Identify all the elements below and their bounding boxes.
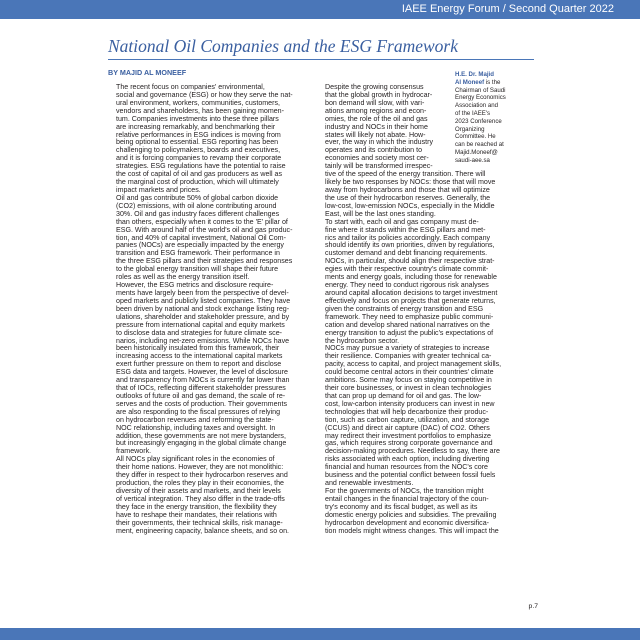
text-line: try's economy and its fiscal budget, as well as its: [325, 502, 478, 511]
text-line: entail changes in the financial trajectory of the coun-: [325, 494, 489, 503]
text-line: fine where it stands within the ESG pillars and met-: [325, 225, 486, 234]
author-bio-text: Organizing: [455, 125, 485, 133]
text-line: to the global energy transition will shape their future: [116, 265, 279, 274]
text-line: narios, including net-zero emissions. While NOCs have: [116, 336, 290, 345]
text-line: tive of the speed of the energy transition. There will: [325, 170, 486, 179]
text-line: relative performances in ESG indices is moving from: [116, 130, 281, 139]
text-line: East, will be the last ones standing.: [325, 209, 436, 218]
text-line: that the global growth in hydrocar-: [325, 90, 433, 99]
text-line: NOCs, in particular, should align their respective strat-: [325, 257, 495, 266]
text-line: panies (NOCs) are especially impacted by the energy: [116, 241, 284, 250]
text-line: roles as well as the energy transition itself.: [116, 273, 250, 282]
text-line: than others, especially when it comes to the 'E' pillar of: [116, 217, 288, 226]
publication-header: IAEE Energy Forum / Second Quarter 2022: [401, 3, 614, 15]
text-line: (CCUS) and direct air capture (DAC) of CO2. Others: [325, 423, 490, 432]
text-line: ulations, shareholder and stakeholder pressure, and by: [116, 312, 290, 321]
text-line: increasing access to the international capital markets: [116, 352, 283, 361]
text-line: the hydrocarbon sector.: [325, 336, 400, 345]
text-line: rics and tailor its policies accordingly. Each company: [325, 233, 491, 242]
text-line: ments have largely been from the perspective of devel-: [116, 288, 289, 297]
text-line: and renewable investments.: [325, 479, 414, 488]
author-bio-text: can be reached at: [455, 141, 504, 149]
text-line: gas, which requires strong corporate governance and: [325, 439, 493, 448]
text-line: domestic energy policies and subsidies. The prevailing: [325, 510, 497, 519]
text-line: hydrocarbon development and economic diversifica-: [325, 518, 490, 527]
author-name: H.E. Dr. Majid: [455, 71, 494, 78]
text-line: should identify its own priorities, driven by regulations,: [325, 241, 495, 250]
text-line: framework. They need to emphasize public communi-: [325, 312, 494, 321]
text-line: are also responding to the fiscal pressures of relying: [116, 407, 281, 416]
text-line: ESG. With around half of the world's oil and gas produc-: [116, 225, 293, 234]
author-name: Al Moneef: [455, 78, 485, 86]
text-line: given the constraints of energy transition and ESG: [325, 304, 484, 313]
text-line: oped markets and publicly listed companies. They have: [116, 296, 291, 305]
body-column-1: [108, 84, 309, 536]
text-line: their home nations. However, they are not monolithic:: [116, 463, 284, 472]
text-line: technologies that will help decarbonize their produc-: [325, 407, 489, 416]
author-bio-text: is the: [485, 78, 501, 86]
text-line: vendors and shareholders, has been gaining momen-: [116, 106, 284, 115]
text-line: addition, these governments are not mere bystanders,: [116, 431, 286, 440]
author-bio-sidebar: [455, 71, 537, 165]
paragraph: [317, 488, 530, 536]
text-line: impact markets and prices.: [116, 185, 201, 194]
paragraph: [108, 282, 309, 456]
text-line: around capital allocation decisions to target investment: [325, 288, 498, 297]
text-line: framework.: [116, 447, 152, 456]
page-number: p.7: [528, 603, 538, 610]
author-bio-text: of the IAEE's: [455, 109, 491, 117]
text-line: of vertical integration. They also differ in the trade-offs: [116, 494, 285, 503]
text-line: been driven by national and stock exchange listing reg-: [116, 304, 290, 313]
author-email: saudi-aee.sa: [455, 156, 490, 164]
text-line: omies, the role of the oil and gas: [325, 114, 428, 123]
text-line: decision-making procedures. Needless to say, there are: [325, 447, 500, 456]
text-line: However, the ESG metrics and disclosure require-: [116, 281, 274, 290]
text-line: ment, engineering capacity, balance sheets, and so on.: [116, 526, 289, 535]
text-line: risks associated with each option, including diverting: [325, 455, 490, 464]
text-line: ambitions. Some may focus on staying competitive in: [325, 376, 492, 385]
text-line: NOCs may pursue a variety of strategies to increase: [325, 344, 490, 353]
text-line: being optional to essential. ESG reporting has been: [116, 138, 279, 147]
author-bio-text: Association and: [455, 102, 499, 110]
text-line: energy. They need to conduct rigorous risk analyses: [325, 281, 489, 290]
text-line: that of IOCs, reflecting different stakeholder pressures: [116, 384, 286, 393]
text-line: egies with their respective country's climate commit-: [325, 265, 489, 274]
text-line: (CO2) emissions, with oil alone contributing around: [116, 201, 277, 210]
paragraph: [317, 219, 530, 346]
text-line: challenging to policymakers, boards and executives,: [116, 146, 281, 155]
text-line: financial and human resources from the NOC's core: [325, 463, 489, 472]
text-line: that can prop up demand for oil and gas. The low-: [325, 391, 482, 400]
text-line: the marginal cost of production, which will ultimately: [116, 178, 279, 187]
paragraph: [108, 456, 309, 535]
footer-band: [0, 628, 640, 640]
text-line: For the governments of NOCs, the transition might: [325, 487, 484, 496]
text-line: ations among regions and econ-: [325, 106, 427, 115]
author-bio-text: Energy Economics: [455, 94, 506, 102]
text-line: All NOCs play significant roles in the economies of: [116, 455, 275, 464]
text-line: industry and NOCs in their home: [325, 122, 428, 131]
text-line: their resilience. Companies with greater technical ca-: [325, 352, 492, 361]
text-line: are increasing remarkably, and benchmarking their: [116, 122, 276, 131]
text-line: been historically insulated from this framework, their: [116, 344, 280, 353]
paragraph: [317, 345, 530, 488]
text-line: energy transition to adjust the public's expectations of: [325, 328, 494, 337]
text-line: business and the potential conflict between fossil fuels: [325, 471, 496, 480]
text-line: pacity, access to capital, and project management skills,: [325, 360, 502, 369]
text-line: on hydrocarbon revenues and reforming the state-: [116, 415, 274, 424]
text-line: to disclose data and strategies for future climate sce-: [116, 328, 282, 337]
text-line: away from hydrocarbons and those that will optimize: [325, 185, 490, 194]
text-line: economies and society most cer-: [325, 154, 429, 163]
text-line: they face in the energy transition, the flexibility they: [116, 502, 277, 511]
text-line: ments and energy goals, including those for renewable: [325, 273, 497, 282]
text-line: NOC relationship, including taxes and oversight. In: [116, 423, 276, 432]
title-divider: [108, 59, 534, 60]
text-line: the use of their hydrocarbon reserves. Generally, the: [325, 193, 491, 202]
text-line: likely be two responses by NOCs: those that will move: [325, 178, 496, 187]
text-line: low-cost, low-emission NOCs, especially in the Middle: [325, 201, 495, 210]
text-line: could become central actors in their countries' climate: [325, 368, 494, 377]
text-line: bon demand will slow, with vari-: [325, 98, 425, 107]
author-email: Majid.Moneef@: [455, 148, 498, 156]
text-line: tainly will be transformed irrespec-: [325, 162, 433, 171]
text-line: serves and the costs of production. Their governments: [116, 399, 287, 408]
text-line: they differ in respect to their hydrocarbon reserves and: [116, 471, 288, 480]
text-line: pressure from international capital and equity markets: [116, 320, 285, 329]
text-line: ever, the way in which the industry: [325, 138, 434, 147]
text-line: 30%. Oil and gas industry faces different challenges: [116, 209, 280, 218]
paragraph: [108, 195, 309, 282]
text-line: tion, such as carbon capture, utilization, and storage: [325, 415, 490, 424]
text-line: transition and ESG framework. Their performance in: [116, 249, 280, 258]
text-line: cost, low-carbon intensity producers can invest in new: [325, 399, 495, 408]
text-line: the three ESG pillars and their strategies and responses: [116, 257, 293, 266]
text-line: exert further pressure on them to report and disclose: [116, 360, 282, 369]
text-line: tion models might witness changes. This will impact the: [325, 526, 499, 535]
text-line: strategies. ESG regulations have the potential to raise: [116, 162, 286, 171]
author-bio-text: Committee. He: [455, 133, 496, 141]
text-line: effectively and focus on projects that generate returns,: [325, 296, 496, 305]
author-bio-text: Chairman of Saudi: [455, 86, 506, 94]
text-line: operates and its contribution to: [325, 146, 423, 155]
text-line: The recent focus on companies' environmental,: [116, 83, 265, 91]
text-line: their core businesses, or invest in clean technologies: [325, 384, 492, 393]
text-line: Oil and gas contribute 50% of global carbon dioxide: [116, 193, 279, 202]
text-line: To start with, each oil and gas company must de-: [325, 217, 479, 226]
text-line: the cost of capital of oil and gas producers as well as: [116, 170, 283, 179]
byline: BY MAJID AL MONEEF: [108, 68, 187, 77]
text-line: Despite the growing consensus: [325, 83, 424, 91]
text-line: ESG data and targets. However, the level of disclosure: [116, 368, 288, 377]
text-line: tum. Companies investments into these three pillars: [116, 114, 279, 123]
article-title: National Oil Companies and the ESG Framework: [108, 36, 458, 56]
text-line: have to reshape their mandates, their relations with: [116, 510, 277, 519]
text-line: their governments, their technical skills, risk manage-: [116, 518, 283, 527]
text-line: production, the roles they play in their economies, the: [116, 479, 284, 488]
text-line: social and governance (ESG) or how they serve the nat-: [116, 90, 293, 99]
text-line: but increasingly engaging in the global climate change: [116, 439, 287, 448]
paragraph: [108, 84, 309, 195]
text-line: outlooks of future oil and gas demand, the scale of re-: [116, 391, 286, 400]
text-line: customer demand and debt financing requirements.: [325, 249, 488, 258]
text-line: and it is forcing companies to revamp their corporate: [116, 154, 282, 163]
author-bio-text: 2023 Conference: [455, 117, 502, 125]
text-line: may redirect their investment portfolios to emphasize: [325, 431, 491, 440]
text-line: ural environment, workers, communities, customers,: [116, 98, 280, 107]
text-line: states will likely not abate. How-: [325, 130, 426, 139]
text-line: cation and develop shared national narratives on the: [325, 320, 490, 329]
text-line: and transparency from NOCs is currently far lower than: [116, 376, 290, 385]
text-line: diversity of their assets and markets, and their levels: [116, 487, 281, 496]
author-bio-first-line: [455, 79, 537, 87]
text-line: tion, and 40% of capital investment, National Oil Com-: [116, 233, 286, 242]
